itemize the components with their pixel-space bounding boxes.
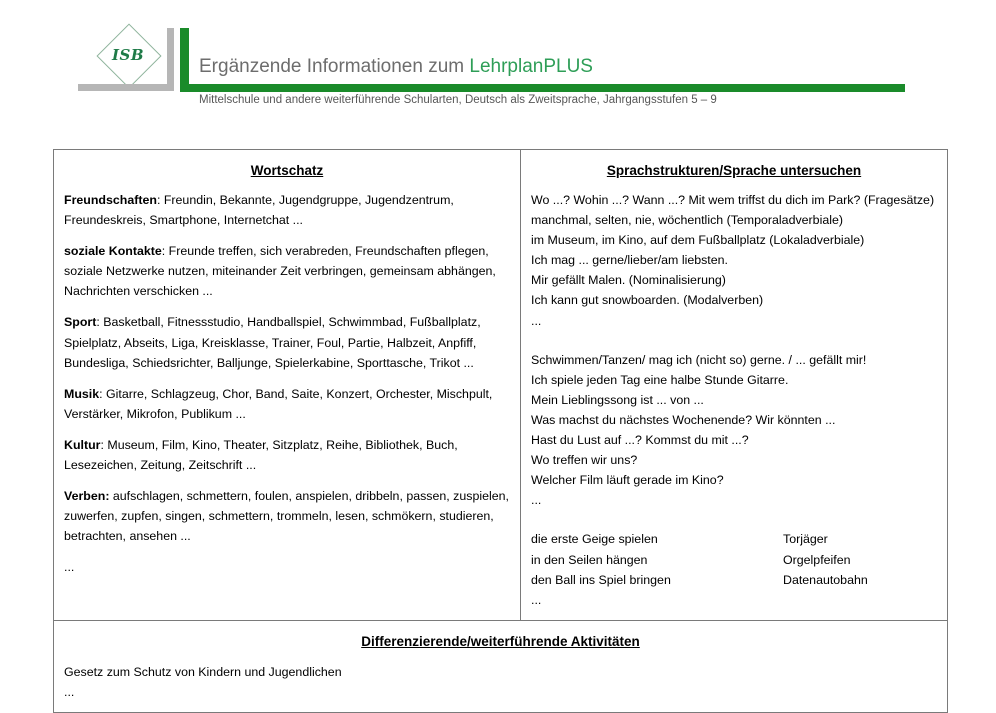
page-title-accent: LehrplanPLUS: [469, 56, 593, 77]
sentence-line: Wo treffen wir uns?: [531, 453, 638, 468]
wortschatz-cell: [54, 150, 521, 621]
logo-label: ISB: [111, 46, 145, 64]
page-subtitle: Mittelschule und andere weiterführende Schularten, Deutsch als Zweitsprache, Jahrgangsstufen 5 – 9: [199, 94, 717, 106]
idiom-trailing-ellipsis: ...: [531, 592, 542, 607]
aktivitaeten-line: Gesetz zum Schutz von Kindern und Jugendlichen: [64, 664, 342, 679]
content-table: [53, 149, 948, 713]
page-header: [0, 0, 996, 135]
sprachstrukturen-heading: Sprachstrukturen/Sprache untersuchen: [606, 163, 862, 178]
aktivitaeten-trailing-ellipsis: ...: [64, 684, 75, 699]
sentence-line: ...: [531, 493, 542, 508]
vocab-lead: Kultur: [64, 437, 101, 452]
idiom-group: [531, 529, 937, 609]
idiom-phrase: in den Seilen hängen: [531, 552, 648, 567]
vocab-rest: aufschlagen, schmettern, foulen, anspielen, dribbeln, passen, zuspielen, zuwerfen, zupfen, singen, schmettern, trommeln, lesen, schmökern, studieren, betrachten, ansehen ...: [64, 489, 509, 544]
sprachstrukturen-cell: [521, 150, 948, 621]
sentence-line: Mir gefällt Malen. (Nominalisierung): [531, 273, 726, 288]
aktivitaeten-heading: Differenzierende/weiterführende Aktivitäten: [361, 633, 640, 649]
vocab-block: [64, 486, 510, 546]
wortschatz-heading: Wortschatz: [250, 163, 324, 178]
vocab-lead: Sport: [64, 315, 97, 330]
sentence-group-two: [531, 350, 937, 511]
idiom-row: [531, 550, 937, 570]
vocab-block: [64, 435, 510, 475]
vocab-rest: : Basketball, Fitnessstudio, Handballspiel, Schwimmbad, Fußballplatz, Spielplatz, Abseits, Liga, Kreisklasse, Trainer, Foul, Partie, Halbzeit, Anpfiff, Bundesliga, Schiedsrichter, Balljunge, Spielerkabine, Sporttasche, Trikot ...: [64, 315, 481, 370]
page-title-main: Ergänzende Informationen zum: [199, 56, 470, 77]
idiom-term: Orgelpfeifen: [783, 552, 851, 567]
isb-logo: [97, 28, 159, 86]
sentence-line: Wo ...? Wohin ...? Wann ...? Mit wem triffst du dich im Park? (Fragesätze): [531, 193, 935, 207]
vocab-block: [64, 190, 510, 230]
idiom-phrase: die erste Geige spielen: [531, 532, 658, 547]
vocab-lead: Verben:: [64, 489, 110, 504]
sentence-line: im Museum, im Kino, auf dem Fußballplatz (Lokaladverbiale): [531, 233, 865, 248]
sentence-line: Welcher Film läuft gerade im Kino?: [531, 473, 724, 488]
group-spacer: [531, 510, 937, 529]
page-title: [199, 56, 593, 78]
vocab-lead: soziale Kontakte: [64, 244, 162, 259]
sentence-line: Mein Lieblingssong ist ... von ...: [531, 392, 704, 407]
sentence-line: Ich kann gut snowboarden. (Modalverben): [531, 293, 764, 308]
vocab-rest: : Freunde treffen, sich verabreden, Freundschaften pflegen, soziale Netzwerke nutzen, miteinander Zeit verbringen, gemeinsam abhängen, Nachrichten verschicken ...: [64, 244, 496, 299]
vocab-block: [64, 384, 510, 424]
wortschatz-trailing-ellipsis: ...: [64, 560, 75, 575]
idiom-phrase: den Ball ins Spiel bringen: [531, 572, 671, 587]
aktivitaeten-cell: [54, 620, 948, 712]
group-spacer: [531, 331, 937, 350]
sentence-line: Ich mag ... gerne/lieber/am liebsten.: [531, 253, 728, 268]
sentence-line: Ich spiele jeden Tag eine halbe Stunde Gitarre.: [531, 372, 789, 387]
header-gray-vertical-rule: [167, 28, 174, 91]
table-row-bottom: [54, 620, 948, 712]
table-row-main: [54, 150, 948, 621]
header-gray-horizontal-rule: [78, 84, 174, 91]
sentence-line: Hast du Lust auf ...? Kommst du mit ...?: [531, 433, 749, 448]
idiom-term: Datenautobahn: [783, 572, 868, 587]
vocab-lead: Freundschaften: [64, 193, 157, 207]
sentence-line: ...: [531, 313, 542, 328]
sentence-line: manchmal, selten, nie, wöchentlich (Temporaladverbiale): [531, 213, 843, 228]
vocab-rest: : Freundin, Bekannte, Jugendgruppe, Jugendzentrum, Freundeskreis, Smartphone, Internetchat ...: [64, 193, 454, 228]
sentence-line: Schwimmen/Tanzen/ mag ich (nicht so) gerne. / ... gefällt mir!: [531, 352, 867, 367]
idiom-row: [531, 570, 937, 590]
vocab-rest: : Gitarre, Schlagzeug, Chor, Band, Saite, Konzert, Orchester, Mischpult, Verstärker, Mikrofon, Publikum ...: [64, 386, 493, 421]
vocab-lead: Musik: [64, 386, 100, 401]
sentence-line: Was machst du nächstes Wochenende? Wir könnten ...: [531, 412, 836, 427]
vocab-block: [64, 312, 510, 372]
idiom-row: [531, 529, 937, 549]
header-green-vertical-rule: [180, 28, 189, 84]
sentence-group-one: [531, 190, 937, 331]
vocab-block: [64, 241, 510, 301]
header-green-horizontal-rule: [180, 84, 905, 92]
vocab-rest: : Museum, Film, Kino, Theater, Sitzplatz, Reihe, Bibliothek, Buch, Lesezeichen, Zeitung, Zeitschrift ...: [64, 437, 458, 473]
idiom-term: Torjäger: [783, 532, 828, 547]
